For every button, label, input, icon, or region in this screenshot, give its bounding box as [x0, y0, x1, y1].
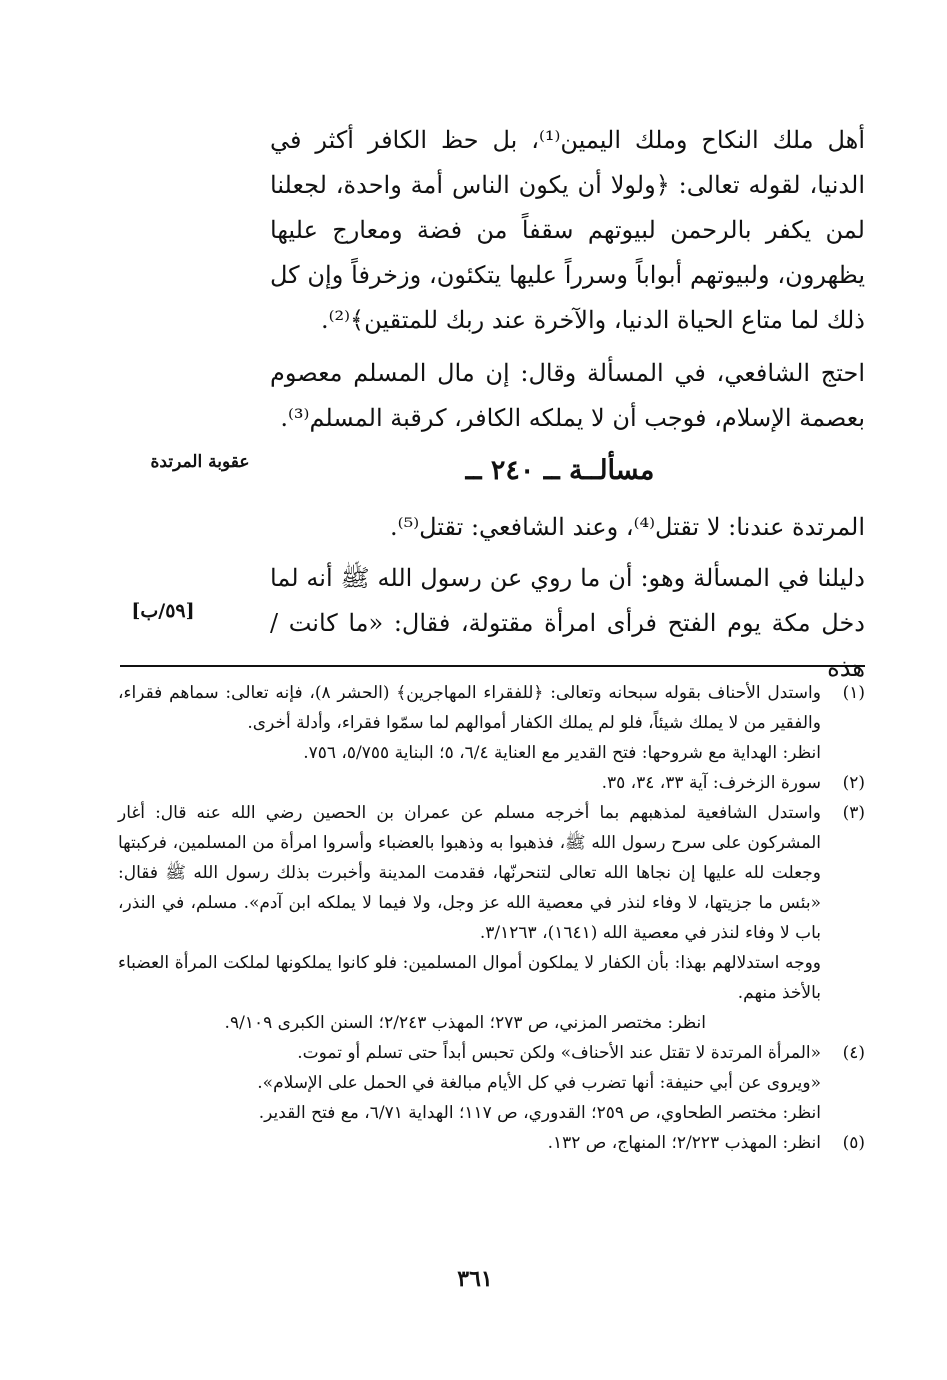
footnote-1 — [118, 678, 865, 768]
footnote-5 — [118, 1128, 865, 1158]
footnotes — [118, 678, 865, 1158]
side-label: عقوبة المرتدة — [150, 452, 250, 472]
paragraph-2: احتج الشافعي، في المسألة وقال: إن مال المسلم معصوم بعصمة الإسلام، فوجب أن لا يملكه الكافر، كرقبة المسلم⁽³⁾. — [270, 359, 865, 432]
main-text-bottom — [270, 505, 865, 691]
paragraph-1: أهل ملك النكاح وملك اليمين⁽¹⁾، بل حظ الكافر أكثر في الدنيا، لقوله تعالى: ﴿ولولا أن يكون الناس أمة واحدة، لجعلنا لمن يكفر بالرحمن لبيوتهم سقفاً من فضة ومعارج عليها يظهرون، ولبيوتهم أبواباً وسرراً عليها يتكئون، وزخرفاً وإن كل ذلك لما متاع الحياة الدنيا، والآخرة عند ربك للمتقين﴾⁽²⁾. — [270, 126, 866, 334]
footnote-number: (٣) — [842, 803, 865, 823]
footnote-divider — [120, 665, 865, 667]
footnote-line: انظر: المهذب ٢/٢٢٣؛ المنهاج، ص ١٣٢. — [547, 1133, 821, 1153]
footnote-number: (٥) — [842, 1133, 865, 1153]
footnote-line: واستدل الشافعية لمذهبهم بما أخرجه مسلم عن عمران بن الحصين رضي الله عنه قال: أغار المشركون على سرح رسول الله ﷺ، فذهبوا به وذهبوا بالعضباء وأسروا امرأة من المسلمين، فركبتها وجعلت لله عليها إن نجاها الله تعالى لتنحرنّها، فقدمت المدينة وأخبرت بذلك رسول الله ﷺ فقال: «بئس ما جزيتها، لا وفاء لنذر في معصية الله عز وجل، ولا فيما لا يملكه ابن آدم». مسلم، في النذر، باب لا وفاء لنذر في معصية الله (١٦٤١)، ٣/١٢٦٣. — [118, 803, 821, 943]
footnote-line: انظر: مختصر الطحاوي، ص ٢٥٩؛ القدوري، ص ١١٧؛ الهداية ٦/٧١، مع فتح القدير. — [258, 1103, 821, 1123]
footnote-line: ووجه استدلالهم بهذا: بأن الكفار لا يملكون أموال المسلمين: فلو كانوا يملكونها لملكت المرأة العضباء بالأخذ منهم. — [118, 953, 821, 1003]
footnote-line: «ويروى عن أبي حنيفة: أنها تضرب في كل الأيام مبالغة في الحمل على الإسلام». — [257, 1073, 821, 1093]
page-number: ٣٦١ — [457, 1266, 493, 1292]
footnote-line: انظر: الهداية مع شروحها: فتح القدير مع العناية ٦/٤، ٥؛ البناية ٥/٧٥٥، ٧٥٦. — [303, 743, 821, 763]
footnote-number: (٤) — [842, 1043, 865, 1063]
main-text-top — [270, 118, 865, 441]
paragraph-4: دليلنا في المسألة وهو: أن ما روي عن رسول الله ﷺ أنه لما دخل مكة يوم الفتح فرأى امرأة مقتولة، فقال: «ما كانت / هذه — [270, 564, 865, 682]
footnote-line: «المرأة المرتدة لا تقتل عند الأحناف» ولكن تحبس أبداً حتى تسلم أو تموت. — [297, 1043, 821, 1063]
footnote-line: واستدل الأحناف بقوله سبحانه وتعالى: ﴿للفقراء المهاجرين﴾ (الحشر ٨)، فإنه تعالى: سماهم فقراء، والفقير من لا يملك شيئاً، فلو لم يملك الكفار أموالهم لما سمّوا فقراء، وأدلة أخرى. — [118, 683, 821, 733]
margin-reference: [٥٩/ب] — [131, 600, 195, 622]
paragraph-3: المرتدة عندنا: لا تقتل⁽⁴⁾، وعند الشافعي: تقتل⁽⁵⁾. — [390, 513, 865, 541]
section-heading: مسألــة ــ ٢٤٠ ــ — [465, 455, 655, 486]
footnote-number: (٢) — [842, 773, 865, 793]
footnote-4 — [118, 1038, 865, 1128]
footnote-line: سورة الزخرف: آية ٣٣، ٣٤، ٣٥. — [601, 773, 821, 793]
footnote-number: (١) — [842, 683, 865, 703]
footnote-2 — [118, 768, 865, 798]
footnote-3 — [118, 798, 865, 1038]
footnote-line-indented: انظر: مختصر المزني، ص ٢٧٣؛ المهذب ٢/٢٤٣؛ السنن الكبرى ٩/١٠٩. — [224, 1013, 706, 1033]
